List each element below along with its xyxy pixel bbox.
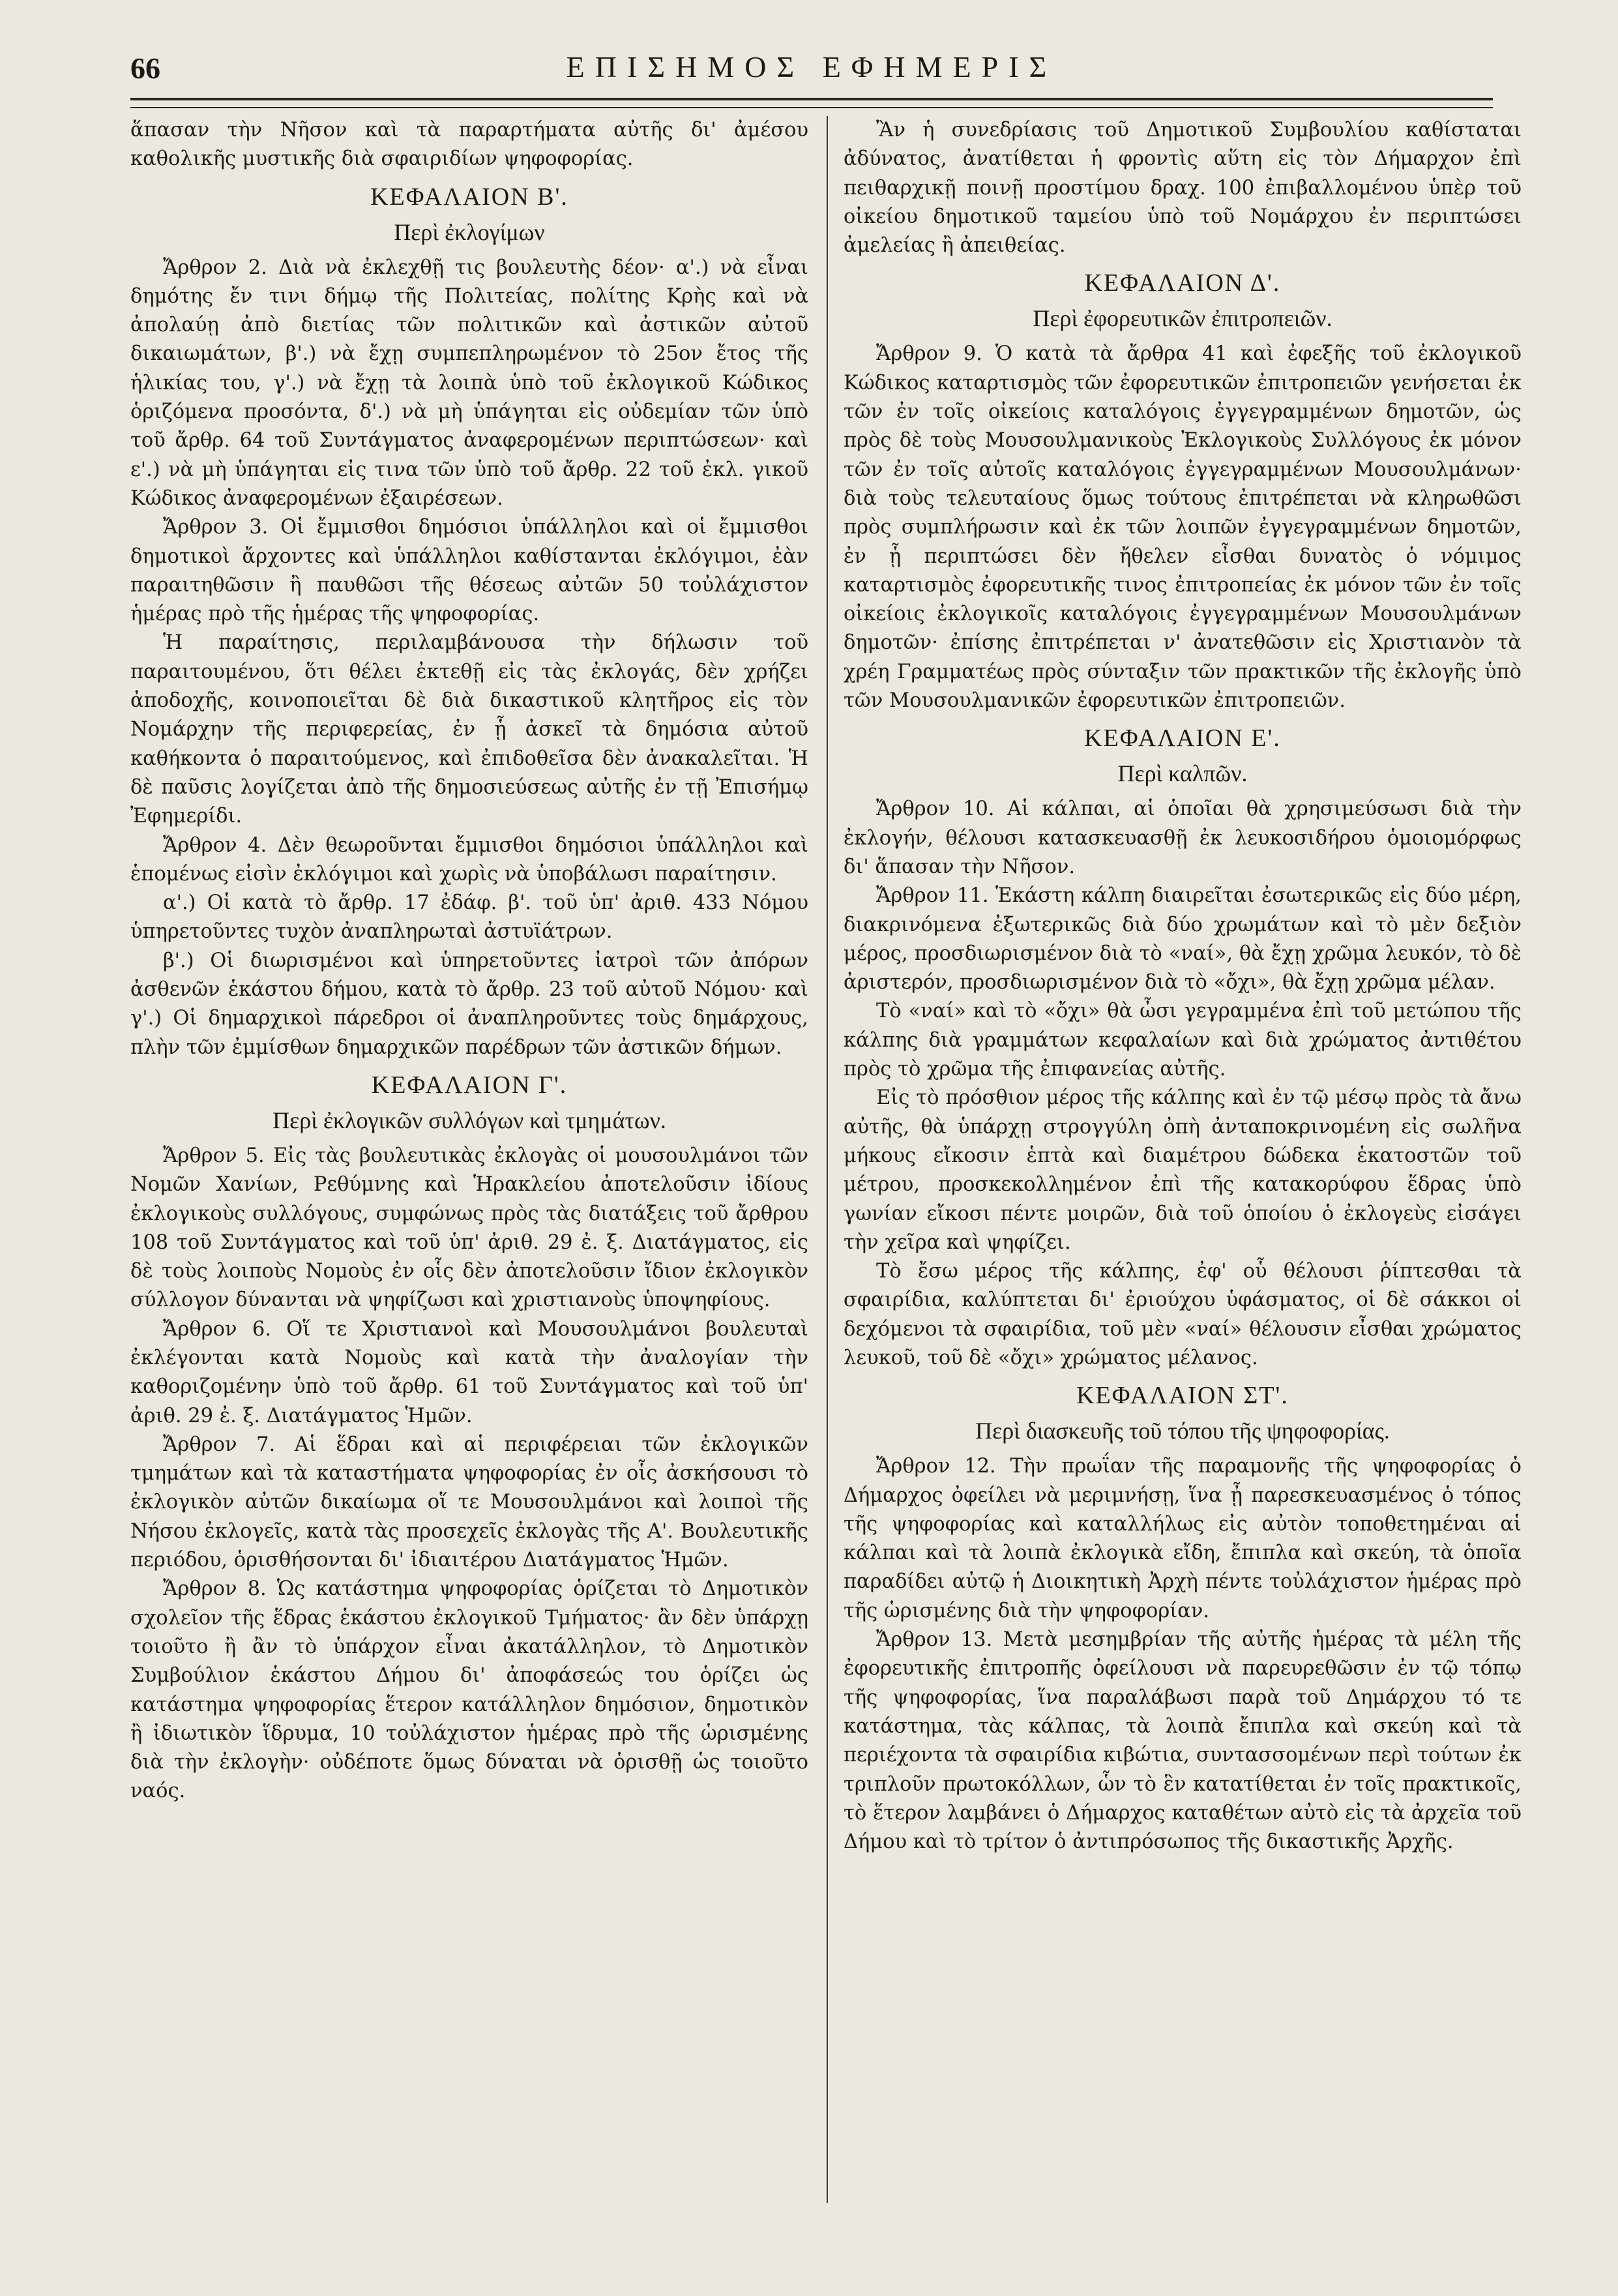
article-12: Ἄρθρον 12. Τὴν πρωΐαν τῆς παραμονῆς τῆς ψηφοφορίας ὁ Δήμαρχος ὀφείλει νὰ μεριμνήσῃ, ἵνα ᾖ παρεσκευασμένος ὁ τόπος τῆς ψηφοφορίας καὶ καταλλήλως εἰς αὐτὸν τοποθετημέναι αἱ κάλπαι καὶ τὰ λοιπὰ ἐκλογικὰ εἴδη, ἔπιπλα καὶ σκεύη, τὰ ὁποῖα παραδίδει αὐτῷ ἡ Διοικητικὴ Ἀρχὴ πέντε τοὐλάχιστον ἡμέρας πρὸ τῆς ὡρισμένης διὰ τὴν ψηφοφορίαν. (844, 1455, 1522, 1622)
chapter-g-subheading: Περὶ ἐκλογικῶν συλλόγων καὶ τμημάτων. (272, 1107, 666, 1133)
article-8: Ἄρθρον 8. Ὡς κατάστημα ψηφοφορίας ὁρίζεται τὸ Δημοτικὸν σχολεῖον τῆς ἕδρας ἑκάστου ἐκλογικοῦ Τμήματος· ἂν δὲν ὑπάρχῃ τοιοῦτο ἢ ἂν τὸ ὑπάρχον εἶναι ἀκατάλληλον, τὸ Δημοτικὸν Συμβούλιον ἑκάστου Δήμου δι' ἀποφάσεώς του ὁρίζει ὡς κατάστημα ψηφοφορίας ἕτερον κατάλληλον δημόσιον, δημοτικὸν ἢ ἰδιωτικὸν ἵδρυμα, 10 τοὐλάχιστον ἡμέρας πρὸ τῆς ὡρισμένης διὰ τὴν ἐκλογὴν· οὐδέποτε ὅμως δύναται νὰ ὁρισθῇ ὡς τοιοῦτο ναός. (130, 1577, 808, 1803)
article-5: Ἄρθρον 5. Εἰς τὰς βουλευτικὰς ἐκλογὰς οἱ μουσουλμάνοι τῶν Νομῶν Χανίων, Ρεθύμνης καὶ Ἡρακλείου ἀποτελοῦσιν ἰδίους ἐκλογικοὺς συλλόγους, συμφώνως πρὸς τὰς διατάξεις τοῦ ἄρθρου 108 τοῦ Συντάγματος καὶ τοῦ ὑπ' ἀριθ. 29 ἐ. ξ. Διατάγματος, εἰς δὲ τοὺς λοιποὺς Νομοὺς ἐν οἷς δὲν ἀποτελοῦσιν ἴδιον ἐκλογικὸν σύλλογον δύνανται νὰ ψηφίζωσι καὶ χριστιανοὺς ὑποψηφίους. (130, 1144, 808, 1312)
article-9: Ἄρθρον 9. Ὁ κατὰ τὰ ἄρθρα 41 καὶ ἐφεξῆς τοῦ ἐκλογικοῦ Κώδικος καταρτισμὸς τῶν ἐφορευτικῶν ἐπιτροπειῶν γενήσεται ἐκ τῶν ἐν τοῖς οἰκείοις καταλόγοις ἐγγεγραμμένων δημοτῶν, ὡς πρὸς δὲ τοὺς Μουσουλμανικοὺς Ἐκλογικοὺς Συλλόγους ἐκ μόνον τῶν ἐν τοῖς αὐτοῖς καταλόγοις ἐγγεγραμμένων Μουσουλμάνων· διὰ τοὺς τελευταίους ὅμως τούτους ἐπιτρέπεται νὰ κληρωθῶσι πρὸς συμπλήρωσιν καὶ ἐκ τῶν λοιπῶν ἐγγεγραμμένων δημοτῶν, ἐν ᾗ περιπτώσει δὲν ἤθελεν εἶσθαι δυνατὸς ὁ νόμιμος καταρτισμὸς ἐφορευτικῆς τινος ἐπιτροπείας ἐκ μόνον τῶν ἐν τοῖς οἰκείοις ἐκλογικοῖς καταλόγοις ἐγγεγραμμένων Μουσουλμάνων δημοτῶν· ἐπίσης ἐπιτρέπεται ν' ἀνατεθῶσιν εἰς Χριστιανὸν τὰ χρέη Γραμματέως πρὸς σύνταξιν τῶν πρακτικῶν τῆς ἐκλογῆς ὑπὸ τῶν Μουσουλμανικῶν ἐφορευτικῶν ἐπιτροπειῶν. (844, 342, 1522, 713)
article-11: Ἄρθρον 11. Ἑκάστη κάλπη διαιρεῖται ἐσωτερικῶς εἰς δύο μέρη, διακρινόμενα ἐξωτερικῶς διὰ δύο χρωμάτων καὶ τὸ μὲν δεξιὸν μέρος, προσδιωρισμένον διὰ τὸ «ναί», θὰ ἔχῃ χρῶμα λευκόν, τὸ δὲ ἀριστερόν, προσδιωρισμένον διὰ τὸ «ὄχι», θὰ ἔχῃ χρῶμα μέλαν. (844, 884, 1522, 994)
chapter-d-subheading: Περὶ ἐφορευτικῶν ἐπιτροπειῶν. (1033, 305, 1332, 332)
chapter-e-heading: ΚΕΦΑΛΑΙΟΝ Ε'. (1084, 724, 1281, 753)
article-3: Ἄρθρον 3. Οἱ ἔμμισθοι δημόσιοι ὑπάλληλοι καὶ οἱ ἔμμισθοι δημοτικοὶ ἄρχοντες καὶ ὑπάλληλοι καθίστανται ἐκλόγιμοι, ἐὰν παραιτηθῶσιν ἢ παυθῶσι τῆς θέσεως αὐτῶν 50 τοὐλάχιστον ἡμέρας πρὸ τῆς ἡμέρας τῆς ψηφοφορίας. (130, 516, 808, 626)
chapter-st-subheading: Περὶ διασκευῆς τοῦ τόπου τῆς ψηφοφορίας. (975, 1418, 1390, 1444)
article-7: Ἄρθρον 7. Αἱ ἕδραι καὶ αἱ περιφέρειαι τῶν ἐκλογικῶν τμημάτων καὶ τὰ καταστήματα ψηφοφορίας ἐν οἷς ἀσκήσουσι τὸ ἐκλογικὸν αὐτῶν δικαίωμα οἵ τε Μουσουλμάνοι καὶ λοιποὶ τῆς Νήσου ἐκλογεῖς, κατὰ τὰς προσεχεῖς ἐκλογὰς τῆς Α'. Βουλευτικῆς περιόδου, ὁρισθήσονται δι' ἰδιαιτέρου Διατάγματος Ἡμῶν. (130, 1433, 808, 1572)
article-11-opening: Εἰς τὸ πρόσθιον μέρος τῆς κάλπης καὶ ἐν τῷ μέσῳ πρὸς τὰ ἄνω αὐτῆς, θὰ ὑπάρχῃ στρογγύλη ὀπὴ ἀνταποκρινομένη εἰς σωλῆνα μήκους εἴκοσιν ἑπτὰ καὶ διαμέτρου δώδεκα ἑκατοστῶν τοῦ μέτρου, προσκεκολλημένον ἐπὶ τῆς κατακορύφου ἕδρας ὑπὸ γωνίαν εἴκοσι πέντε μοιρῶν, διὰ τοῦ ὁποίου ὁ ἐκλογεὺς εἰσάγει τὴν χεῖρα καὶ ψηφίζει. (844, 1086, 1522, 1254)
header-rule (130, 98, 1493, 108)
chapter-st-heading: ΚΕΦΑΛΑΙΟΝ ΣΤ'. (1076, 1382, 1289, 1410)
article-4: Ἄρθρον 4. Δὲν θεωροῦνται ἔμμισθοι δημόσιοι ὑπάλληλοι καὶ ἑπομένως εἰσὶν ἐκλόγιμοι καὶ χωρὶς νὰ ὑποβάλωσι παραίτησιν. (130, 833, 808, 886)
article-2: Ἄρθρον 2. Διὰ νὰ ἐκλεχθῇ τις βουλευτὴς δέον· α'.) νὰ εἶναι δημότης ἔν τινι δήμῳ τῆς Πολιτείας, πολίτης Κρὴς καὶ νὰ ἀπολαύῃ ἀπὸ διετίας τῶν πολιτικῶν καὶ ἀστικῶν αὐτοῦ δικαιωμάτων, β'.) νὰ ἔχῃ συμπεπληρωμένον τὸ 25ον ἔτος τῆς ἡλικίας του, γ'.) νὰ ἔχῃ τὰ λοιπὰ ὑπὸ τοῦ ἐκλογικοῦ Κώδικος ὁριζόμενα προσόντα, δ'.) νὰ μὴ ὑπάγηται εἰς οὐδεμίαν τῶν ὑπὸ τοῦ ἄρθρ. 64 τοῦ Συντάγματος ἀναφερομένων περιπτώσεων· καὶ ε'.) νὰ μὴ ὑπάγηται εἰς τινα τῶν ὑπὸ τοῦ ἄρθρ. 22 τοῦ ἐκλ. γικοῦ Κώδικος ἀναφερομένων ἐξαιρέσεων. (130, 256, 808, 510)
article-3-resignation: Ἡ παραίτησις, περιλαμβάνουσα τὴν δήλωσιν τοῦ παραιτουμένου, ὅτι θέλει ἐκτεθῇ εἰς τὰς ἐκλογάς, δὲν χρήζει ἀποδοχῆς, κοινοποιεῖται δὲ διὰ δικαστικοῦ κλητῆρος εἰς τὸν Νομάρχην τῆς περιφερείας, ἐν ᾗ ἀσκεῖ τὰ δημόσια αὐτοῦ καθήκοντα ὁ παραιτούμενος, καὶ ἐπιδοθεῖσα δὲν ἀνακαλεῖται. Ἡ δὲ παῦσις λογίζεται ἀπὸ τῆς δημοσιεύσεως αὐτῆς ἐν τῇ Ἐπισήμῳ Ἐφημερίδι. (130, 631, 808, 828)
left-column (130, 116, 808, 1806)
page-header (130, 47, 1493, 93)
right-column (844, 116, 1522, 1856)
article-4-item-b: β'.) Οἱ διωρισμένοι καὶ ὑπηρετοῦντες ἰατροὶ τῶν ἀπόρων ἀσθενῶν ἑκάστου δήμου, κατὰ τὸ ἄρθρ. 23 τοῦ αὐτοῦ Νόμου· καὶ γ'.) Οἱ δημαρχικοὶ πάρεδροι οἱ ἀναπληροῦντες τοὺς δημάρχους, πλὴν τῶν ἐμμίσθων δημαρχικῶν παρέδρων τῶν ἀστικῶν δήμων. (130, 949, 808, 1059)
chapter-b-heading: ΚΕΦΑΛΑΙΟΝ Β'. (370, 183, 568, 211)
chapter-d-heading: ΚΕΦΑΛΑΙΟΝ Δ'. (1084, 269, 1281, 297)
article-10: Ἄρθρον 10. Αἱ κάλπαι, αἱ ὁποῖαι θὰ χρησιμεύσωσι διὰ τὴν ἐκλογήν, θέλουσι κατασκευασθῇ ἐκ λευκοσιδήρου ὁμοιομόρφως δι' ἅπασαν τὴν Νῆσον. (844, 798, 1522, 878)
page-title: ΕΠΙΣΗΜΟΣ ΕΦΗΜΕΡΙΣ (566, 50, 1057, 83)
article-11-labels: Τὸ «ναί» καὶ τὸ «ὄχι» θὰ ὦσι γεγραμμένα ἐπὶ τοῦ μετώπου τῆς κάλπης διὰ γραμμάτων κεφαλαίων καὶ διὰ χρώματος ἀντιθέτου πρὸς τὸ χρῶμα τῆς ἐπιφανείας αὐτῆς. (844, 1000, 1522, 1081)
article-11-interior: Τὸ ἔσω μέρος τῆς κάλπης, ἐφ' οὗ θέλουσι ῥίπτεσθαι τὰ σφαιρίδια, καλύπτεται δι' ἐριούχου ὑφάσματος, οἱ δὲ σάκκοι οἱ δεχόμενοι τὰ σφαιρίδια, τοῦ μὲν «ναί» θέλουσιν εἶσθαι χρώματος λευκοῦ, τοῦ δὲ «ὄχι» χρώματος μέλανος. (844, 1260, 1522, 1369)
article-4-item-a: α'.) Οἱ κατὰ τὸ ἄρθρ. 17 ἐδάφ. β'. τοῦ ὑπ' ἀριθ. 433 Νόμου ὑπηρετοῦντες τυχὸν ἀναπληρωταὶ ἀστυϊάτρων. (130, 891, 808, 944)
chapter-e-subheading: Περὶ καλπῶν. (1117, 760, 1248, 787)
article-13: Ἄρθρον 13. Μετὰ μεσημβρίαν τῆς αὐτῆς ἡμέρας τὰ μέλη τῆς ἐφορευτικῆς ἐπιτροπῆς ὀφείλουσι νὰ παρευρεθῶσιν ἐν τῷ τόπῳ τῆς ψηφοφορίας, ἵνα παραλάβωσι παρὰ τοῦ Δημάρχου τό τε κατάστημα, τὰς κάλπας, τὰ λοιπὰ ἔπιπλα καὶ σκεύη καὶ τὰ περιέχοντα τὰ σφαιρίδια κιβώτια, συντασσομένων περὶ τούτων ἐκ τριπλοῦν πρωτοκόλλων, ὧν τὸ ἓν κατατίθεται ἐν τοῖς πρακτικοῖς, τὸ ἕτερον λαμβάνει ὁ Δήμαρχος καταθέτων αὐτὸ εἰς τὰ ἀρχεῖα τοῦ Δήμου καὶ τὸ τρίτον ὁ ἀντιπρόσωπος τῆς δικαστικῆς Ἀρχῆς. (844, 1628, 1522, 1854)
chapter-g-heading: ΚΕΦΑΛΑΙΟΝ Γ'. (371, 1071, 568, 1099)
chapter-b-subheading: Περὶ ἐκλογίμων (394, 218, 545, 245)
column-divider (827, 116, 828, 2203)
left-intro: ἅπασαν τὴν Νῆσον καὶ τὰ παραρτήματα αὐτῆς δι' ἀμέσου καθολικῆς μυστικῆς διὰ σφαιριδίων ψηφοφορίας. (130, 119, 808, 171)
article-6: Ἄρθρον 6. Οἵ τε Χριστιανοὶ καὶ Μουσουλμάνοι βουλευταὶ ἐκλέγονται κατὰ Νομοὺς καὶ κατὰ τὴν ἀναλογίαν τὴν καθοριζομένην ὑπὸ τοῦ ἄρθρ. 61 τοῦ Συντάγματος καὶ τοῦ ὑπ' ἀριθ. 29 ἐ. ξ. Διατάγματος Ἡμῶν. (130, 1317, 808, 1427)
right-intro: Ἂν ἡ συνεδρίασις τοῦ Δημοτικοῦ Συμβουλίου καθίσταται ἀδύνατος, ἀνατίθεται ἡ φροντὶς αὕτη εἰς τὸν Δήμαρχον ἐπὶ πειθαρχικῇ ποινῇ προστίμου δραχ. 100 ἐπιβαλλομένου ὑπὲρ τοῦ οἰκείου δημοτικοῦ ταμείου ὑπὸ τοῦ Νομάρχου ἐν περιπτώσει ἀμελείας ἢ ἀπειθείας. (844, 119, 1522, 258)
page-number: 66 (130, 52, 160, 85)
